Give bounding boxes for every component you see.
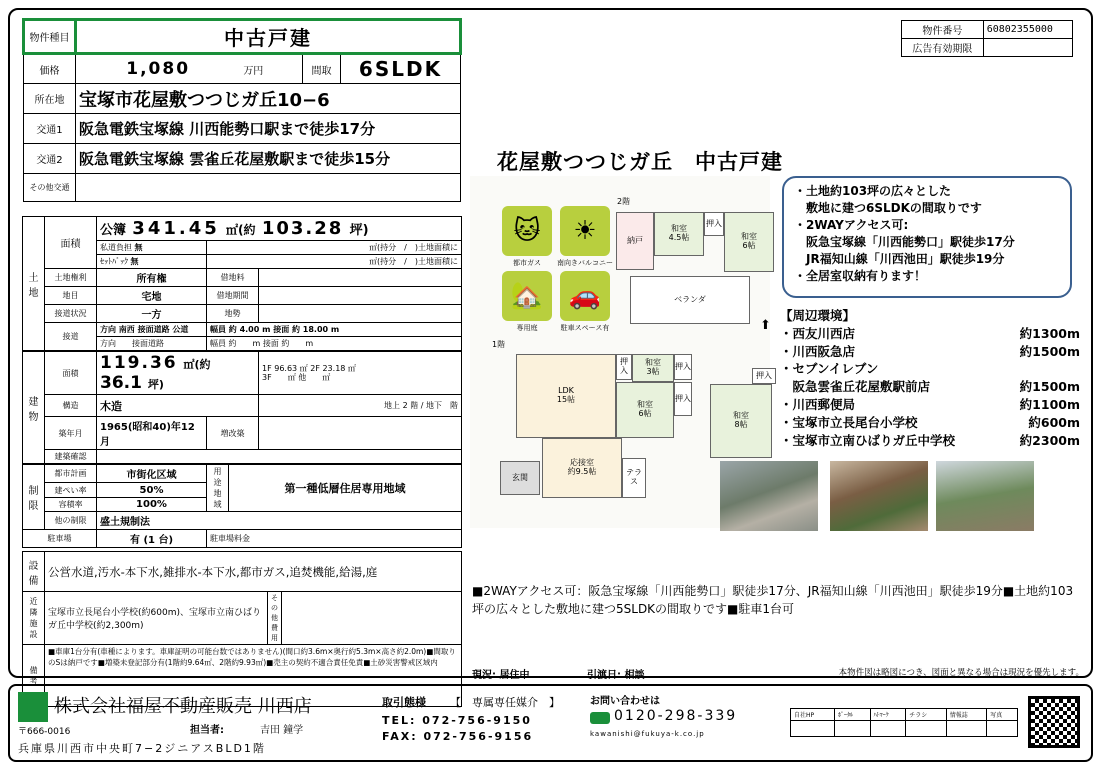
lease-fee-label: 借地料: [207, 269, 259, 287]
valid-label: 広告有効期限: [902, 39, 984, 57]
city-plan-label: 都市計画: [45, 465, 97, 483]
floor3-area: 3F ㎡ 他 ㎡: [262, 373, 331, 382]
icon-label-balcony: 南向きバルコニー: [557, 259, 613, 267]
parking-icon: 🚗: [560, 271, 610, 321]
status-bar: [472, 666, 1084, 681]
manager-name: 吉田 鐘学: [260, 725, 304, 736]
road-status-value: 一方: [97, 305, 207, 323]
env-name: ・川西阪急店: [780, 343, 856, 359]
email: kawanishi@fukuya-k.co.jp: [590, 730, 705, 738]
env-dist: 約2300m: [1019, 432, 1080, 448]
price-value: 1,080: [76, 54, 241, 84]
status-handover: 引渡日: 相談: [587, 670, 645, 681]
confirm-label: 建築確認: [45, 450, 97, 464]
land-area-unit: ㎡(約: [226, 223, 256, 237]
other-limit-value: 盛土規制法: [97, 512, 462, 530]
zone-value: 第一種低層住居専用地域: [229, 465, 462, 512]
deal-value: 【 専属専任媒介 】: [450, 696, 560, 709]
list-item: [780, 396, 1080, 414]
road1-width: 幅員 約 4.00 m 接面 約 18.00 m: [207, 323, 462, 337]
room-entrance: 玄関: [500, 461, 540, 495]
room-washitsu-6-1f: 和室 6帖: [616, 382, 674, 438]
list-item: [780, 414, 1080, 432]
parking-value: 有 (1 台): [97, 530, 207, 548]
coverage-value: 50%: [97, 483, 207, 497]
company-zip: 〒666-0016: [18, 727, 71, 737]
list-item: [780, 325, 1080, 343]
type-label: 物件種目: [24, 20, 76, 54]
remarks-value: ■車庫1台分有(車種によります。車庫証明の可能台数ではありません)(間口約3.6m×奥行約5.3m×高さ約2.0m)■間取りのSは納戸です■増築未登記部分有(1階約9.64㎡、2階約9.93㎡)■売主の契約不適合責任免責■土砂災害警戒区域内: [45, 645, 462, 707]
setback-value: 無: [130, 257, 139, 266]
lease-term-label: 借地期間: [207, 287, 259, 305]
env-name: ・宝塚市立南ひばりガ丘中学校: [780, 432, 956, 448]
freedial-icon: [590, 712, 610, 724]
room-closet-c: 押入: [752, 368, 776, 384]
room-washitsu-3: 和室 3帖: [632, 354, 674, 382]
price-label: 価格: [24, 54, 76, 84]
nearby-label: 近隣施設: [23, 592, 45, 645]
setback-label: ｾｯﾄﾊﾞｯｸ: [100, 257, 128, 266]
photo-interior: [830, 461, 928, 531]
list-item: [780, 432, 1080, 450]
floor-areas: [259, 352, 462, 395]
built-value: 1965(昭和40)年12月: [97, 417, 207, 450]
private-road-row: [97, 241, 207, 255]
building-area-tsubo-unit: 坪): [147, 378, 164, 391]
doc-number-box: [901, 20, 1073, 57]
building-area-label: 面積: [45, 352, 97, 395]
room-closet-2f: 押入: [704, 212, 724, 236]
env-dist: 約1100m: [1019, 396, 1080, 412]
property-table: [22, 18, 462, 707]
callout-line: ・土地約103坪の広々とした: [794, 184, 952, 198]
company-name: 株式会社福屋不動産販売 川西店: [54, 696, 312, 717]
deal-label: 取引態様: [382, 696, 426, 709]
fax: FAX: 072-756-9156: [382, 730, 534, 743]
feature-callout: [782, 176, 1072, 298]
coverage-label: 建ぺい率: [45, 483, 97, 497]
company-logo: [18, 692, 48, 722]
qr-code[interactable]: [1028, 696, 1080, 748]
company-address: 兵庫県川西市中央町7−2ジニアスBLD1階: [18, 742, 266, 755]
private-garden-icon: 🏡: [502, 271, 552, 321]
env-name: 阪急雲雀丘花屋敷駅前店: [780, 379, 931, 395]
private-road-value: 無: [134, 243, 143, 252]
room-ldk: LDK 15帖: [516, 354, 616, 438]
callout-line: ・全居室収納有ります！: [794, 269, 927, 283]
media-cell: 自社HP: [791, 709, 835, 721]
road-status-label: 接道状況: [45, 305, 97, 323]
land-right-value: 所有権: [97, 269, 207, 287]
land-category-label: 地目: [45, 287, 97, 305]
city-gas-icon: 🐱: [502, 206, 552, 256]
room-washitsu-4-5: 和室 4.5帖: [654, 212, 704, 256]
status-current: 現況: 居住中: [472, 670, 530, 681]
lease-term-value: [259, 287, 462, 305]
setback-row: [97, 255, 207, 269]
land-right-label: 土地権利: [45, 269, 97, 287]
north-arrow-icon: ⬆: [760, 318, 771, 333]
callout-line: 阪急宝塚線「川西能勢口」駅徒歩17分: [794, 235, 1015, 249]
building-area-unit: ㎡(約: [183, 358, 211, 371]
zone-label: 用途地域: [207, 465, 229, 512]
room-reception: 応接室 約9.5帖: [542, 438, 622, 498]
media-cell: チラシ: [906, 709, 946, 721]
land-area-row: [97, 217, 462, 241]
terrain-label: 地勢: [207, 305, 259, 323]
contact-label: お問い合わせは: [590, 696, 660, 707]
tel: TEL: 072-756-9150: [382, 714, 532, 727]
photo-view: [936, 461, 1034, 531]
price-unit: 万円: [240, 54, 302, 84]
valid-value: [983, 39, 1072, 57]
room-closet-d: 押入: [674, 382, 692, 416]
room-washitsu-6-2f: 和室 6帖: [724, 212, 774, 272]
media-cell: ﾎﾟｰﾀﾙ: [834, 709, 870, 721]
road2-value: 方向 接面道路: [97, 337, 207, 351]
land-area-m2: 341.45: [132, 218, 220, 239]
freedial: 0120-298-339: [614, 708, 738, 724]
limits-section-label: 制限: [23, 465, 45, 530]
other-traffic-value: [76, 174, 461, 202]
headline: 花屋敷つつじガ丘 中古戸建: [497, 150, 783, 174]
company-footer: [8, 684, 1093, 762]
facilities-label: 設備: [23, 552, 45, 592]
room-veranda: ベランダ: [630, 276, 750, 324]
env-dist: 約600m: [1028, 414, 1080, 430]
building-area-tsubo: 36.1: [100, 373, 142, 393]
renovation-label: 増改築: [207, 417, 259, 450]
environment-list: [780, 307, 1080, 449]
list-item: [780, 343, 1080, 361]
media-cell: ﾊﾄﾏｰｸ: [870, 709, 906, 721]
room-closet-b: 押入: [674, 354, 692, 380]
land-section-label: 土地: [23, 217, 45, 351]
other-cost-value: [282, 592, 462, 645]
media-table: [790, 708, 1018, 737]
building-area-row: [97, 352, 259, 395]
traffic2-label: 交通2: [24, 144, 76, 174]
room-terrace: テラス: [622, 458, 646, 498]
env-name: ・宝塚市立長尾台小学校: [780, 414, 918, 430]
callout-line: ・2WAYアクセス可:: [794, 218, 909, 232]
setback-note: ㎡(持分 / )土地面積に: [207, 255, 462, 269]
env-name: ・西友川西店: [780, 325, 856, 341]
manager-label: 担当者:: [190, 725, 224, 736]
env-name: ・セブンイレブン: [780, 361, 879, 377]
parking-label: 駐車場: [23, 530, 97, 548]
south-balcony-icon: ☀: [560, 206, 610, 256]
nearby-value: 宝塚市立長尾台小学校(約600m)、宝塚市立南ひばりガ丘中学校(約2,300m): [45, 592, 268, 645]
doc-number-value: 60802355000: [983, 21, 1072, 39]
building-section-label: 建物: [23, 352, 45, 464]
photo-exterior: [720, 461, 818, 531]
other-cost-label: その他費用: [268, 592, 282, 645]
callout-line: 敷地に建つ6SLDKの間取りです: [794, 201, 982, 215]
remarks-label: 備考: [23, 645, 45, 707]
traffic1-label: 交通1: [24, 114, 76, 144]
icon-label-parking: 駐車スペース有: [560, 324, 610, 332]
status-note: 本物件図は略図につき、図面と異なる場合は現況を優先します。: [838, 668, 1084, 678]
traffic2-value: 阪急電鉄宝塚線 雲雀丘花屋敷駅まで徒歩15分: [76, 144, 461, 174]
env-name: ・川西郵便局: [780, 396, 856, 412]
land-category-value: 宅地: [97, 287, 207, 305]
layout-label: 間取: [303, 54, 341, 84]
other-limit-label: 他の制限: [45, 512, 97, 530]
layout-value: 6SLDK: [341, 54, 461, 84]
room-storage: 納戸: [616, 212, 654, 270]
doc-number-label: 物件番号: [902, 21, 984, 39]
room-washitsu-8: 和室 8帖: [710, 384, 772, 458]
land-area-label: 面積: [45, 217, 97, 269]
env-dist: 約1300m: [1019, 325, 1080, 341]
pr-text: ■2WAYアクセス可：阪急宝塚線「川西能勢口」駅徒歩17分、JR福知山線「川西池田」駅徒歩19分■土地約103坪の広々とした敷地に建つ5SLDKの間取りです■駐車1台可: [472, 584, 1074, 616]
land-area-tsubo: 103.28: [261, 218, 344, 239]
environment-title: 【周辺環境】: [780, 308, 856, 323]
structure-value: 木造: [97, 395, 259, 417]
private-road-label: 私道負担: [100, 243, 132, 252]
env-dist: 約1500m: [1019, 343, 1080, 359]
renovation-value: [259, 417, 462, 450]
building-area-m2: 119.36: [100, 353, 178, 373]
road1-value: 方向 南西 接面道路 公道: [97, 323, 207, 337]
city-plan-value: 市街化区域: [97, 465, 207, 483]
floors-value: 地上 2 階 / 地下 階: [259, 395, 462, 417]
land-area-tsubo-unit: 坪): [349, 223, 369, 238]
terrain-value: [259, 305, 462, 323]
structure-label: 構造: [45, 395, 97, 417]
address-value: 宝塚市花屋敷つつじガ丘10−6: [76, 84, 461, 114]
floor2-label: 2階: [617, 197, 631, 206]
confirm-value: [97, 450, 462, 464]
land-area-prefix: 公簿: [100, 223, 127, 238]
lease-fee-value: [259, 269, 462, 287]
far-value: 100%: [97, 497, 207, 511]
other-traffic-label: その他交通: [24, 174, 76, 202]
icon-label-garden: 専用庭: [516, 324, 538, 332]
far-label: 容積率: [45, 497, 97, 511]
room-closet-a: 押入: [616, 354, 632, 380]
facilities-value: 公営水道,汚水-本下水,雑排水-本下水,都市ガス,追焚機能,給湯,庭: [45, 552, 462, 592]
road-label: 接道: [45, 323, 97, 351]
floor2-area: 2F 23.18 ㎡: [310, 364, 356, 373]
list-item: [780, 360, 1080, 378]
road2-width: 幅員 約 m 接面 約 m: [207, 337, 462, 351]
built-label: 築年月: [45, 417, 97, 450]
callout-line: JR福知山線「川西池田」駅徒歩19分: [794, 252, 1005, 266]
icon-label-gas: 都市ガス: [513, 259, 541, 267]
traffic1-value: 阪急電鉄宝塚線 川西能勢口駅まで徒歩17分: [76, 114, 461, 144]
address-label: 所在地: [24, 84, 76, 114]
parking-fee-label: 駐車場料金: [207, 530, 462, 548]
env-dist: 約1500m: [1019, 379, 1080, 395]
media-cell: 写真: [987, 709, 1018, 721]
media-cell: 情報誌: [946, 709, 986, 721]
property-type: 中古戸建: [76, 20, 461, 54]
list-item: [780, 378, 1080, 396]
floor1-label: 1階: [492, 340, 506, 349]
private-road-note: ㎡(持分 / )土地面積に: [207, 241, 462, 255]
floor1-area: 1F 96.63 ㎡: [262, 364, 308, 373]
